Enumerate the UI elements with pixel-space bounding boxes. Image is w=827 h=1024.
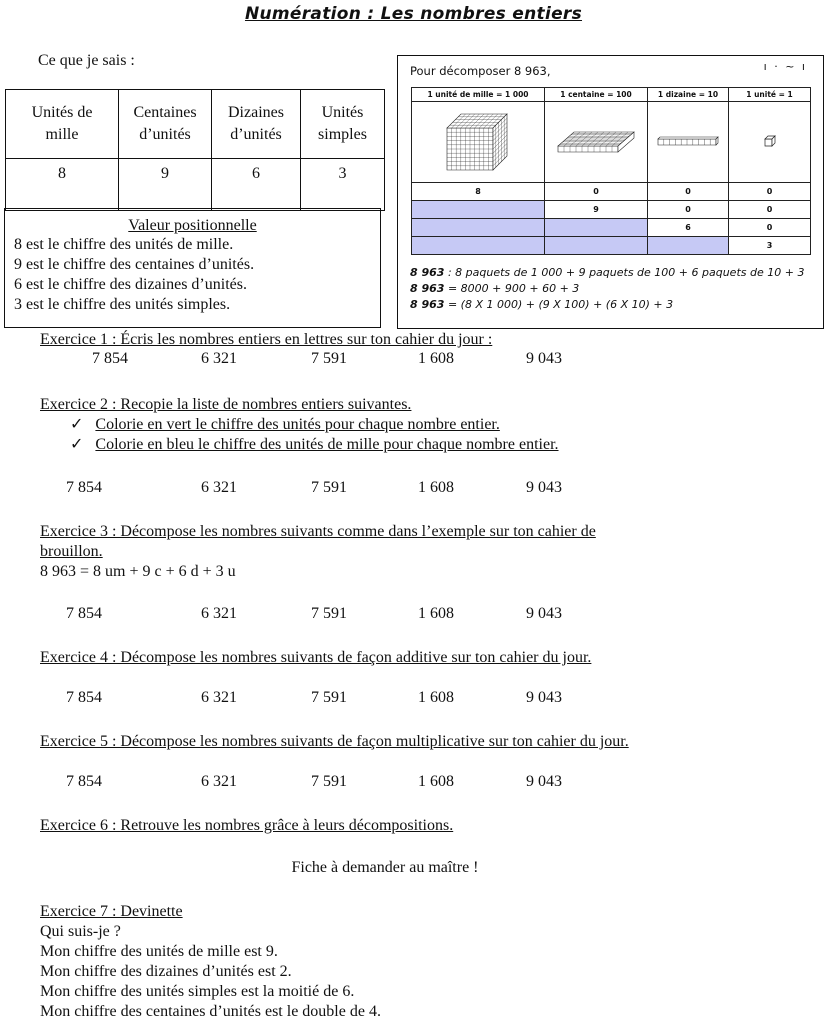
fig-cell: 3 — [729, 237, 811, 255]
number-item: 6 321 — [201, 479, 237, 496]
digit-cell: 9 — [119, 159, 212, 211]
riddle-line: Mon chiffre des unités de mille est 9. — [40, 943, 278, 960]
riddle-line: Mon chiffre des unités simples est la moitié de 6. — [40, 983, 355, 1000]
fig-header: 1 unité de mille = 1 000 — [412, 88, 545, 102]
header-centaines: Centaines d’unités — [119, 90, 212, 159]
exercise-6-note: Fiche à demander au maître ! — [291, 859, 479, 876]
ten-rod-icon — [648, 102, 729, 183]
header-unites-simples: Unités simples — [301, 90, 385, 159]
fig-cell: 0 — [648, 183, 729, 201]
number-item: 7 591 — [311, 689, 347, 706]
fig-cell: 0 — [648, 201, 729, 219]
fig-cell: 9 — [545, 201, 648, 219]
figure-equation: 8 963 : 8 paquets de 1 000 + 9 paquets de 100 + 6 paquets de 10 + 3 — [410, 266, 805, 279]
number-item: 1 608 — [418, 350, 454, 367]
riddle-line: Qui suis-je ? — [40, 923, 121, 940]
fig-cell: 0 — [729, 201, 811, 219]
number-item: 1 608 — [418, 479, 454, 496]
exercise-6-title: Exercice 6 : Retrouve les nombres grâce à leurs décompositions. — [40, 817, 454, 834]
number-item: 7 854 — [66, 773, 102, 790]
hundred-flat-icon — [545, 102, 648, 183]
number-item: 9 043 — [526, 773, 562, 790]
positional-line: 9 est le chiffre des centaines d’unités. — [14, 256, 255, 273]
number-item: 7 591 — [311, 605, 347, 622]
number-item: 9 043 — [526, 689, 562, 706]
fig-cell: 6 — [648, 219, 729, 237]
fig-cell-highlight — [545, 219, 648, 237]
fig-header: 1 unité = 1 — [729, 88, 811, 102]
number-item: 7 591 — [311, 350, 347, 367]
thousand-cube-icon — [412, 102, 545, 183]
instruction-item: ✓ Colorie en vert le chiffre des unités pour chaque nombre entier. — [70, 416, 500, 433]
number-item: 9 043 — [526, 605, 562, 622]
number-item: 1 608 — [418, 605, 454, 622]
number-item: 7 854 — [66, 479, 102, 496]
figure-marks: ı · ~ ı — [763, 60, 807, 73]
unit-cube-icon — [729, 102, 811, 183]
figure-title: Pour décomposer 8 963, — [410, 64, 551, 78]
checkmark-icon: ✓ — [70, 436, 84, 453]
decomposition-figure — [397, 55, 824, 329]
digit-cell: 8 — [6, 159, 119, 211]
fig-cell: 0 — [729, 219, 811, 237]
exercise-2-title: Exercice 2 : Recopie la liste de nombres entiers suivantes. — [40, 396, 412, 413]
number-item: 9 043 — [526, 350, 562, 367]
decomposition-table — [411, 87, 811, 255]
number-item: 7 591 — [311, 479, 347, 496]
exercise-4-title: Exercice 4 : Décompose les nombres suivants de façon additive sur ton cahier du jour. — [40, 649, 592, 666]
fig-cell-highlight — [545, 237, 648, 255]
exercise-1-title: Exercice 1 : Écris les nombres entiers en lettres sur ton cahier du jour : — [40, 331, 493, 348]
place-value-table — [5, 89, 385, 211]
number-item: 6 321 — [201, 350, 237, 367]
digit-cell: 3 — [301, 159, 385, 211]
positional-value-box — [4, 208, 381, 328]
exercise-5-title: Exercice 5 : Décompose les nombres suivants de façon multiplicative sur ton cahier du jour. — [40, 733, 629, 750]
fig-header: 1 centaine = 100 — [545, 88, 648, 102]
known-label: Ce que je sais : — [38, 52, 135, 69]
fig-header: 1 dizaine = 10 — [648, 88, 729, 102]
number-item: 7 854 — [66, 689, 102, 706]
positional-title: Valeur positionnelle — [128, 217, 257, 234]
positional-line: 8 est le chiffre des unités de mille. — [14, 236, 234, 253]
fig-cell: 0 — [729, 183, 811, 201]
number-item: 9 043 — [526, 479, 562, 496]
number-item: 1 608 — [418, 689, 454, 706]
number-item: 6 321 — [201, 605, 237, 622]
fig-cell-highlight — [412, 201, 545, 219]
header-dizaines: Dizaines d’unités — [212, 90, 301, 159]
number-item: 1 608 — [418, 773, 454, 790]
number-item: 6 321 — [201, 689, 237, 706]
positional-line: 6 est le chiffre des dizaines d’unités. — [14, 276, 247, 293]
exercise-3-example: 8 963 = 8 um + 9 c + 6 d + 3 u — [40, 563, 236, 580]
checkmark-icon: ✓ — [70, 416, 84, 433]
fig-cell-highlight — [412, 219, 545, 237]
instruction-item: ✓ Colorie en bleu le chiffre des unités de mille pour chaque nombre entier. — [70, 436, 559, 453]
number-item: 7 591 — [311, 773, 347, 790]
figure-equation: 8 963 = (8 X 1 000) + (9 X 100) + (6 X 10) + 3 — [410, 298, 674, 311]
exercise-7-title: Exercice 7 : Devinette — [40, 903, 183, 920]
fig-cell-highlight — [648, 237, 729, 255]
fig-cell-highlight — [412, 237, 545, 255]
riddle-line: Mon chiffre des centaines d’unités est le double de 4. — [40, 1003, 381, 1020]
number-item: 6 321 — [201, 773, 237, 790]
number-item: 7 854 — [92, 350, 128, 367]
riddle-line: Mon chiffre des dizaines d’unités est 2. — [40, 963, 292, 980]
exercise-3-title: Exercice 3 : Décompose les nombres suivants comme dans l’exemple sur ton cahier de — [40, 523, 596, 540]
fig-cell: 8 — [412, 183, 545, 201]
page-title: Numération : Les nombres entiers — [244, 4, 583, 24]
header-unites-de-mille: Unités de mille — [6, 90, 119, 159]
digit-cell: 6 — [212, 159, 301, 211]
positional-line: 3 est le chiffre des unités simples. — [14, 296, 231, 313]
fig-cell: 0 — [545, 183, 648, 201]
exercise-3-title-cont: brouillon. — [40, 543, 103, 560]
figure-equation: 8 963 = 8000 + 900 + 60 + 3 — [410, 282, 580, 295]
number-item: 7 854 — [66, 605, 102, 622]
